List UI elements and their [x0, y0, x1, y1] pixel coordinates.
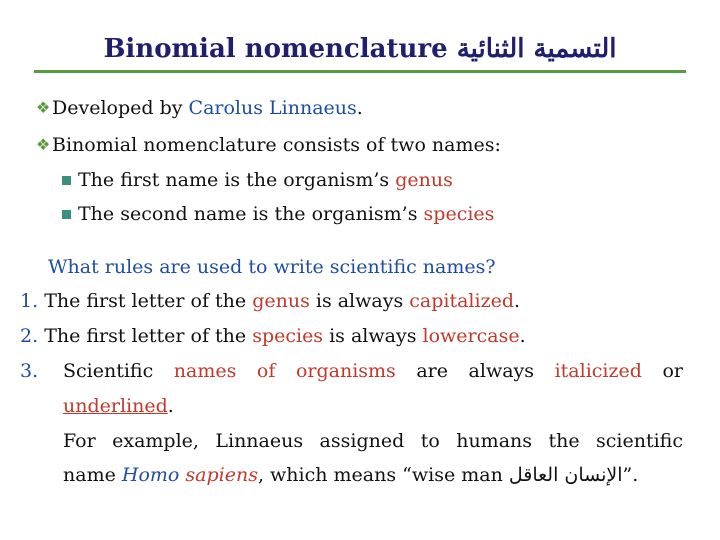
example-line-2 — [63, 463, 638, 487]
rule-text: or — [662, 360, 683, 382]
title-divider — [34, 70, 686, 73]
example-text: name — [63, 464, 122, 486]
rule-punct: . — [167, 395, 174, 417]
rule-text: The first letter of the — [44, 325, 253, 347]
rule-text: always — [468, 360, 535, 382]
genus-homo: Homo — [121, 464, 180, 486]
square-bullet-icon — [62, 210, 71, 219]
slide-title — [0, 34, 720, 64]
rule-punct: . — [519, 325, 526, 347]
rule-highlight: lowercase — [422, 325, 520, 347]
rule-number: 3. — [20, 360, 39, 382]
rule-text: The first letter of the — [44, 290, 253, 312]
bullet-two-names: Binomial nomenclature consists of two names: — [52, 134, 501, 156]
example-line-1: For example, Linnaeus assigned to humans the scientific — [63, 430, 683, 452]
title-english: Binomial nomenclature — [103, 34, 448, 64]
rule-highlight: genus — [252, 290, 310, 312]
subbullet-genus — [78, 168, 453, 192]
example-punct: ”. — [622, 464, 639, 486]
rule-3-continued — [63, 394, 174, 418]
bullet-text: Developed by — [52, 97, 189, 119]
bullet-developed-by — [52, 96, 363, 120]
subbullet-text: The second name is the organism’s — [78, 203, 424, 225]
rule-highlight: organisms — [295, 360, 396, 382]
linnaeus-name: Carolus Linnaeus — [188, 97, 357, 119]
bullet-punct: . — [356, 97, 363, 119]
rule-1 — [20, 289, 520, 313]
underlined-word: underlined — [63, 395, 168, 417]
rule-2 — [20, 324, 526, 348]
genus-word: genus — [395, 169, 453, 191]
species-word: species — [423, 203, 495, 225]
bullet-icon: ❖ — [36, 135, 51, 154]
rule-text: are — [416, 360, 448, 382]
rule-text: is always — [323, 325, 423, 347]
arabic-wise-man: الإنسان العاقل — [508, 464, 623, 486]
rule-highlight: species — [252, 325, 324, 347]
rule-highlight: of — [256, 360, 276, 382]
rule-text: Scientific — [63, 360, 154, 382]
rule-number: 1. — [20, 290, 39, 312]
subbullet-species — [78, 202, 494, 226]
bullet-icon: ❖ — [36, 98, 51, 117]
rule-highlight: names — [173, 360, 237, 382]
rule-number: 2. — [20, 325, 39, 347]
rule-3-number — [20, 359, 38, 383]
rule-3 — [63, 359, 683, 383]
rule-text: is always — [309, 290, 410, 312]
rules-question: What rules are used to write scientific names? — [48, 256, 496, 278]
subbullet-text: The first name is the organism’s — [78, 169, 396, 191]
species-sapiens: sapiens — [185, 464, 258, 486]
rule-punct: . — [514, 290, 521, 312]
title-arabic: التسمية الثنائية — [456, 34, 617, 64]
rule-highlight: capitalized — [409, 290, 515, 312]
square-bullet-icon — [62, 176, 71, 185]
example-text: , which means “wise man — [257, 464, 509, 486]
rule-highlight: italicized — [554, 360, 642, 382]
